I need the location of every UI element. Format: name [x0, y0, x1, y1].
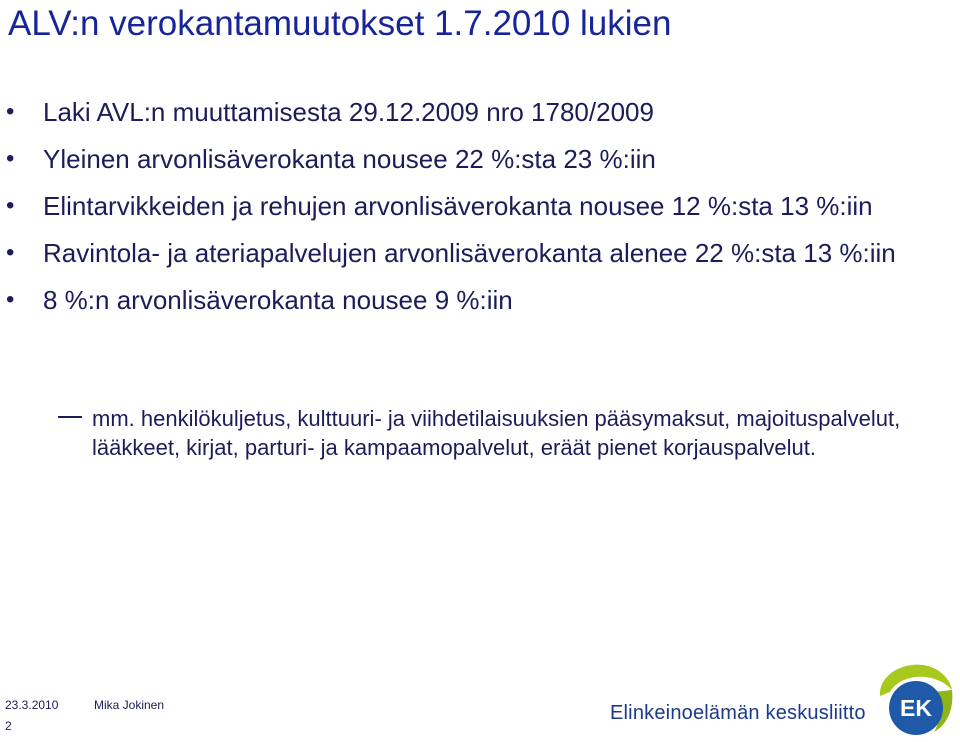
bullet-item [6, 143, 946, 175]
bullet-icon: • [6, 239, 15, 266]
bullet-icon: • [6, 192, 15, 219]
slide-title: ALV:n verokantamuutokset 1.7.2010 lukien [8, 4, 672, 43]
bullet-icon: • [6, 145, 15, 172]
bullet-item [6, 284, 946, 316]
bullet-item [6, 237, 946, 269]
sub-bullet [58, 404, 938, 462]
sub-bullet-text: mm. henkilökuljetus, kulttuuri- ja viihdetilaisuuksien pääsymaksut, majoituspalvelut, lääkkeet, kirjat, parturi- ja kampaamopalvelut, eräät pienet korjauspalvelut. [92, 406, 901, 460]
bullet-icon: • [6, 286, 15, 313]
bullet-icon: • [6, 98, 15, 125]
bullet-list [6, 96, 946, 331]
dash-icon [58, 416, 82, 418]
page-number: 2 [5, 719, 12, 733]
footer-date: 23.3.2010 [5, 698, 59, 712]
bullet-item [6, 96, 946, 128]
organization-name: Elinkeinoelämän keskusliitto [610, 702, 866, 724]
bullet-text: Yleinen arvonlisäverokanta nousee 22 %:sta 23 %:iin [43, 144, 656, 174]
footer-author: Mika Jokinen [94, 698, 165, 712]
bullet-text: Ravintola- ja ateriapalvelujen arvonlisäverokanta alenee 22 %:sta 13 %:iin [43, 238, 896, 268]
ek-logo-icon [872, 658, 954, 740]
bullet-text: 8 %:n arvonlisäverokanta nousee 9 %:iin [43, 285, 513, 315]
bullet-text: Elintarvikkeiden ja rehujen arvonlisäverokanta nousee 12 %:sta 13 %:iin [43, 191, 873, 221]
bullet-text: Laki AVL:n muuttamisesta 29.12.2009 nro 1780/2009 [43, 97, 654, 127]
logo-text: EK [900, 695, 932, 721]
bullet-item [6, 190, 946, 222]
